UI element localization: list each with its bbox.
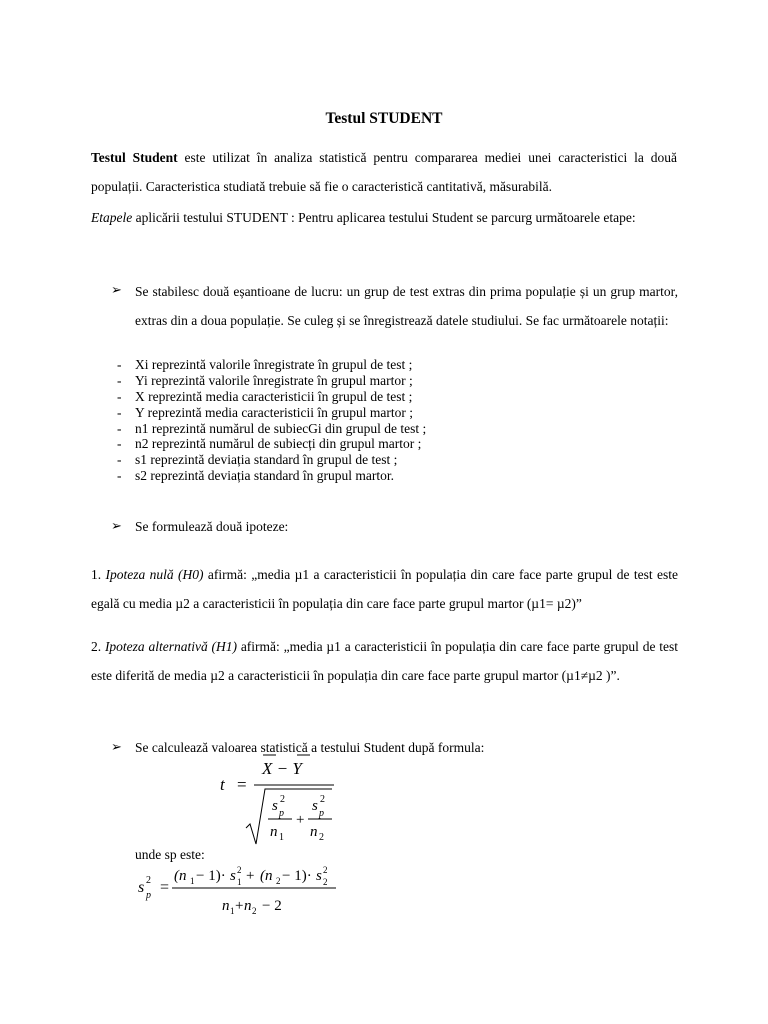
numerator-part: (n [174,868,187,884]
dash-marker: - [117,357,122,372]
null-hypothesis [91,560,678,618]
intro-bold-term: Testul Student [91,150,178,165]
item-number: 2. [91,639,105,654]
etapele-paragraph [91,203,677,232]
minus-two: − 2 [262,898,282,914]
bullet-hypotheses: Se formulează două ipoteze: [135,519,289,534]
dash-marker: - [117,372,122,388]
subscript: 2 [323,877,328,887]
t-statistic-formula [210,752,350,847]
alternative-hypothesis-text: afirmă: „media µ1 a caracteristicii în populația din care face parte grupul de test este diferită de media µ2 a caracteristicii în populația din care face parte grupul martor (µ1≠µ2 )”. [91,639,679,683]
plus-sign: + [246,868,255,884]
list-item [0,389,768,405]
subscript-p: p [279,808,284,819]
dash-marker: - [117,388,122,404]
s-symbol: s [230,868,236,884]
exponent: 2 [237,865,242,875]
list-item [0,436,768,452]
subscript: 1 [230,906,235,916]
subscript: 1 [279,832,284,843]
n-symbol: n [244,898,252,914]
n-symbol: n [222,898,230,914]
s-symbol: s [312,798,318,814]
unde-sp-label: unde sp este: [135,847,205,862]
s-symbol: s [316,868,322,884]
exponent: 2 [280,794,285,805]
arrow-bullet-icon: ➢ [111,518,122,533]
notation-text: Y reprezintă media caracteristicii în grupul martor ; [135,404,414,420]
plus-sign: + [296,812,305,828]
numerator-part: − 1)· [282,868,312,884]
t-symbol: t [220,775,225,794]
notation-text: s2 reprezintă deviația standard în grupul martor. [135,468,395,484]
numerator: X − Y [262,759,302,778]
exponent: 2 [146,875,151,886]
arrow-bullet-icon: ➢ [111,739,122,754]
notation-text: n1 reprezintă numărul de subiecGi din grupul de test ; [135,420,427,436]
null-hypothesis-text: afirmă: „media µ1 a caracteristicii în populația din care face parte grupul de test este egală cu media µ2 a caracteristicii în populația din care face parte grupul martor (µ1= µ2)” [91,567,679,611]
s-symbol: s [138,879,145,896]
subscript: 1 [237,877,242,887]
plus-sign: + [235,898,244,914]
alternative-hypothesis [91,632,678,690]
null-hypothesis-term: Ipoteza nulă (H0) [105,567,204,582]
list-item [0,373,768,389]
equals-sign: = [237,775,247,794]
item-number: 1. [91,567,106,582]
numerator-part: (n [260,868,273,884]
s-symbol: s [272,798,278,814]
etapele-italic-term: Etapele [91,210,133,225]
subscript: 2 [252,906,257,916]
n-symbol: n [270,824,278,840]
alternative-hypothesis-term: Ipoteza alternativă (H1) [104,639,238,654]
subscript: 2 [276,876,281,886]
intro-paragraph [91,143,677,201]
notation-text: Yi reprezintă valorile înregistrate în grupul martor ; [135,372,413,388]
list-item [0,357,768,373]
arrow-bullet-icon: ➢ [111,282,122,297]
pooled-variance-formula [130,860,350,920]
list-item [0,468,768,484]
subscript-p: p [319,808,324,819]
etapele-text: aplicării testului STUDENT : Pentru aplicarea testului Student se parcurg următoarele etape: [132,210,636,225]
subscript-p: p [146,890,151,901]
subscript: 2 [319,832,324,843]
exponent: 2 [320,794,325,805]
dash-marker: - [117,404,122,420]
equals-sign: = [160,879,170,896]
list-item [0,452,768,468]
notation-text: n2 reprezintă numărul de subiecți din grupul martor ; [135,436,422,452]
dash-marker: - [117,452,122,468]
subscript: 1 [190,876,195,886]
list-item [0,421,768,437]
notation-text: X reprezintă media caracteristicii în grupul de test ; [135,388,413,404]
intro-text: este utilizat în analiza statistică pentru compararea mediei unei caracteristici la două populații. Caracteristica studiată trebuie să fie o caracteristică cantitativă, măsurabilă. [91,150,678,194]
n-symbol: n [310,824,318,840]
dash-marker: - [117,436,122,452]
bullet-samples: Se stabilesc două eșantioane de lucru: un grup de test extras din prima populație și un grup martor, extras din a doua populație. Se culeg și se înregistrează datele studiului. Se fac următoarele notații: [135,284,678,328]
dash-marker: - [117,420,122,436]
notation-list [0,357,768,484]
bullet-formula: Se calculează valoarea statistică a testului Student după formula: [135,740,485,755]
numerator-part: − 1)· [196,868,226,884]
notation-text: s1 reprezintă deviația standard în grupul de test ; [135,452,398,468]
dash-marker: - [117,468,122,484]
exponent: 2 [323,865,328,875]
notation-text: Xi reprezintă valorile înregistrate în grupul de test ; [135,357,413,372]
page-title: Testul STUDENT [325,110,443,127]
list-item [0,405,768,421]
